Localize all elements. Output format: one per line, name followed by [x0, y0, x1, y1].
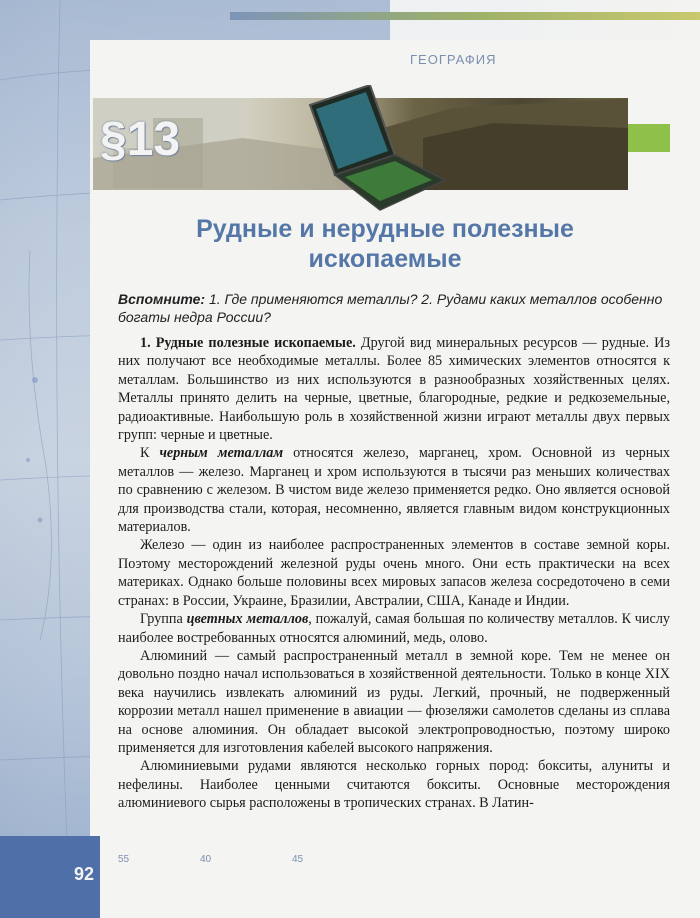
term-ferrous-metals: черным металлам — [159, 445, 284, 462]
remember-block — [118, 290, 673, 326]
title-line-1: Рудные и нерудные полезные — [196, 215, 574, 243]
paragraph-2 — [118, 444, 670, 536]
body-text — [118, 334, 670, 813]
map-label-3: 45 — [292, 854, 304, 865]
paragraph-4 — [118, 610, 670, 647]
laptop-icon — [300, 85, 450, 215]
map-label-2: 40 — [200, 854, 212, 865]
header-green-accent — [628, 124, 670, 152]
paragraph-5: Алюминий — самый распространенный металл в земной коре. Тем не менее он довольно поздно начал использоваться в хозяйственной деятельности. Только в конце XIX века научились извлекать алюминий из руды. Легкий, прочный, не подверженный коррозии металл нашел применение в авиации — фюзеляжи самолетов сделаны из сплава на основе алюминия. Он обладает высокой электропроводностью, поэтому широко применяется для изготовления кабелей высокого напряжения. — [118, 647, 670, 756]
map-label-1: 55 — [118, 854, 130, 865]
title-line-2: ископаемые — [308, 245, 462, 273]
remember-questions: 1. Где применяются металлы? 2. Рудами каких металлов особенно богаты недра России? — [118, 291, 663, 325]
paragraph-4-text: , пожалуй, самая большая по количеству металлов. К числу наиболее востребованных относятся алюминий, медь, олово. — [118, 611, 670, 646]
paragraph-2-lead: К — [140, 445, 160, 462]
top-color-bar — [230, 12, 700, 20]
paragraph-1 — [118, 334, 670, 444]
paragraph-6: Алюминиевыми рудами являются несколько горных пород: бокситы, алуниты и нефелины. Наиболее ценными считаются бокситы. Основные месторождения алюминиевого сырья расположены в тропических странах. В Латин- — [118, 758, 670, 812]
remember-label: Вспомните: — [118, 291, 206, 307]
paragraph-4-lead: Группа — [140, 611, 187, 628]
subject-label: ГЕОГРАФИЯ — [410, 52, 497, 67]
page-number: 92 — [74, 864, 95, 884]
paragraph-1-text: Другой вид минеральных ресурсов — рудные. Из них получают все необходимые металлы. Более 85 химических элементов относятся к металлам. Большинство из них используются в разнообразных хозяйственных целях. Металлы принято делить на черные, цветные, благородные, редкие и редкоземельные, радиоактивные. Наибольшую роль в хозяйственной жизни играют металлы двух первых групп: черные и цветные. — [118, 335, 671, 444]
page-title — [120, 214, 650, 274]
paragraph-number: §13 — [100, 113, 181, 166]
paragraph-2-text: относятся железо, марганец, хром. Основной из черных металлов — железо. Марганец и хром используются в тысячи раз меньших количествах по сравнению с железом. В чистом виде железо применяется редко. Оно является основой для производства стали, которая, несомненно, является главным видом конструкционных материалов. — [118, 445, 670, 536]
section-heading: 1. Рудные полезные ископаемые. — [140, 335, 356, 351]
term-nonferrous-metals: цветных металлов — [186, 611, 309, 628]
paragraph-3: Железо — один из наиболее распространенных элементов в составе земной коры. Поэтому месторождений железной руды очень много. Они есть практически на всех материках. Однако больше половины всех мировых запасов железа сосредоточено в семи странах: в России, Украине, Бразилии, Австралии, США, Канаде и Индии. — [118, 537, 670, 609]
